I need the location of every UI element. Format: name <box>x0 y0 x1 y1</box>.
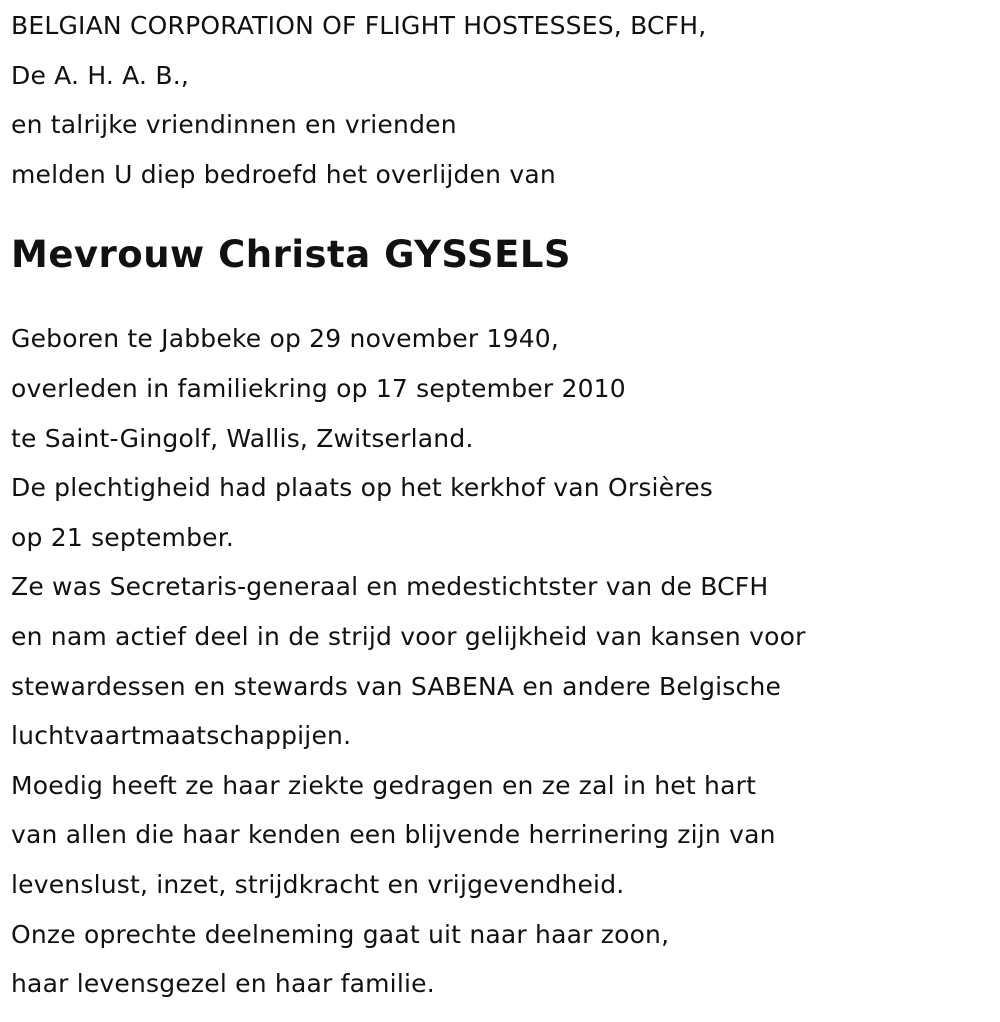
body-line: overleden in familiekring op 17 september 2010 <box>11 373 626 403</box>
intro-section <box>11 0 991 199</box>
body-line: stewardessen en stewards van SABENA en andere Belgische <box>11 671 782 701</box>
body-line: levenslust, inzet, strijdkracht en vrijgevendheid. <box>11 869 625 899</box>
body-line: van allen die haar kenden een blijvende herrinering zijn van <box>11 820 776 850</box>
body-line: te Saint-Gingolf, Wallis, Zwitserland. <box>11 423 474 453</box>
body-line: Geboren te Jabbeke op 29 november 1940, <box>11 324 560 354</box>
intro-line-friends: en talrijke vriendinnen en vrienden <box>11 110 457 140</box>
body-line: Moedig heeft ze haar ziekte gedragen en ze zal in het hart <box>11 770 757 800</box>
body-line: haar levensgezel en haar familie. <box>11 969 435 999</box>
intro-line-association: De A. H. A. B., <box>11 60 189 90</box>
body-line: Ze was Secretaris-generaal en medestichtster van de BCFH <box>11 572 769 602</box>
body-line: Onze oprechte deelneming gaat uit naar haar zoon, <box>11 919 670 949</box>
intro-line-organization: BELGIAN CORPORATION OF FLIGHT HOSTESSES, BCFH, <box>11 11 707 40</box>
deceased-name: Mevrouw Christa GYSSELS <box>11 233 572 277</box>
body-line: De plechtigheid had plaats op het kerkhof van Orsières <box>11 473 714 503</box>
body-line: en nam actief deel in de strijd voor gelijkheid van kansen voor <box>11 621 806 651</box>
intro-line-announcement: melden U diep bedroefd het overlijden van <box>11 159 556 189</box>
body-line: op 21 september. <box>11 522 235 552</box>
body-line: luchtvaartmaatschappijen. <box>11 721 352 751</box>
body-section <box>11 314 991 1008</box>
obituary-notice <box>11 0 991 1009</box>
